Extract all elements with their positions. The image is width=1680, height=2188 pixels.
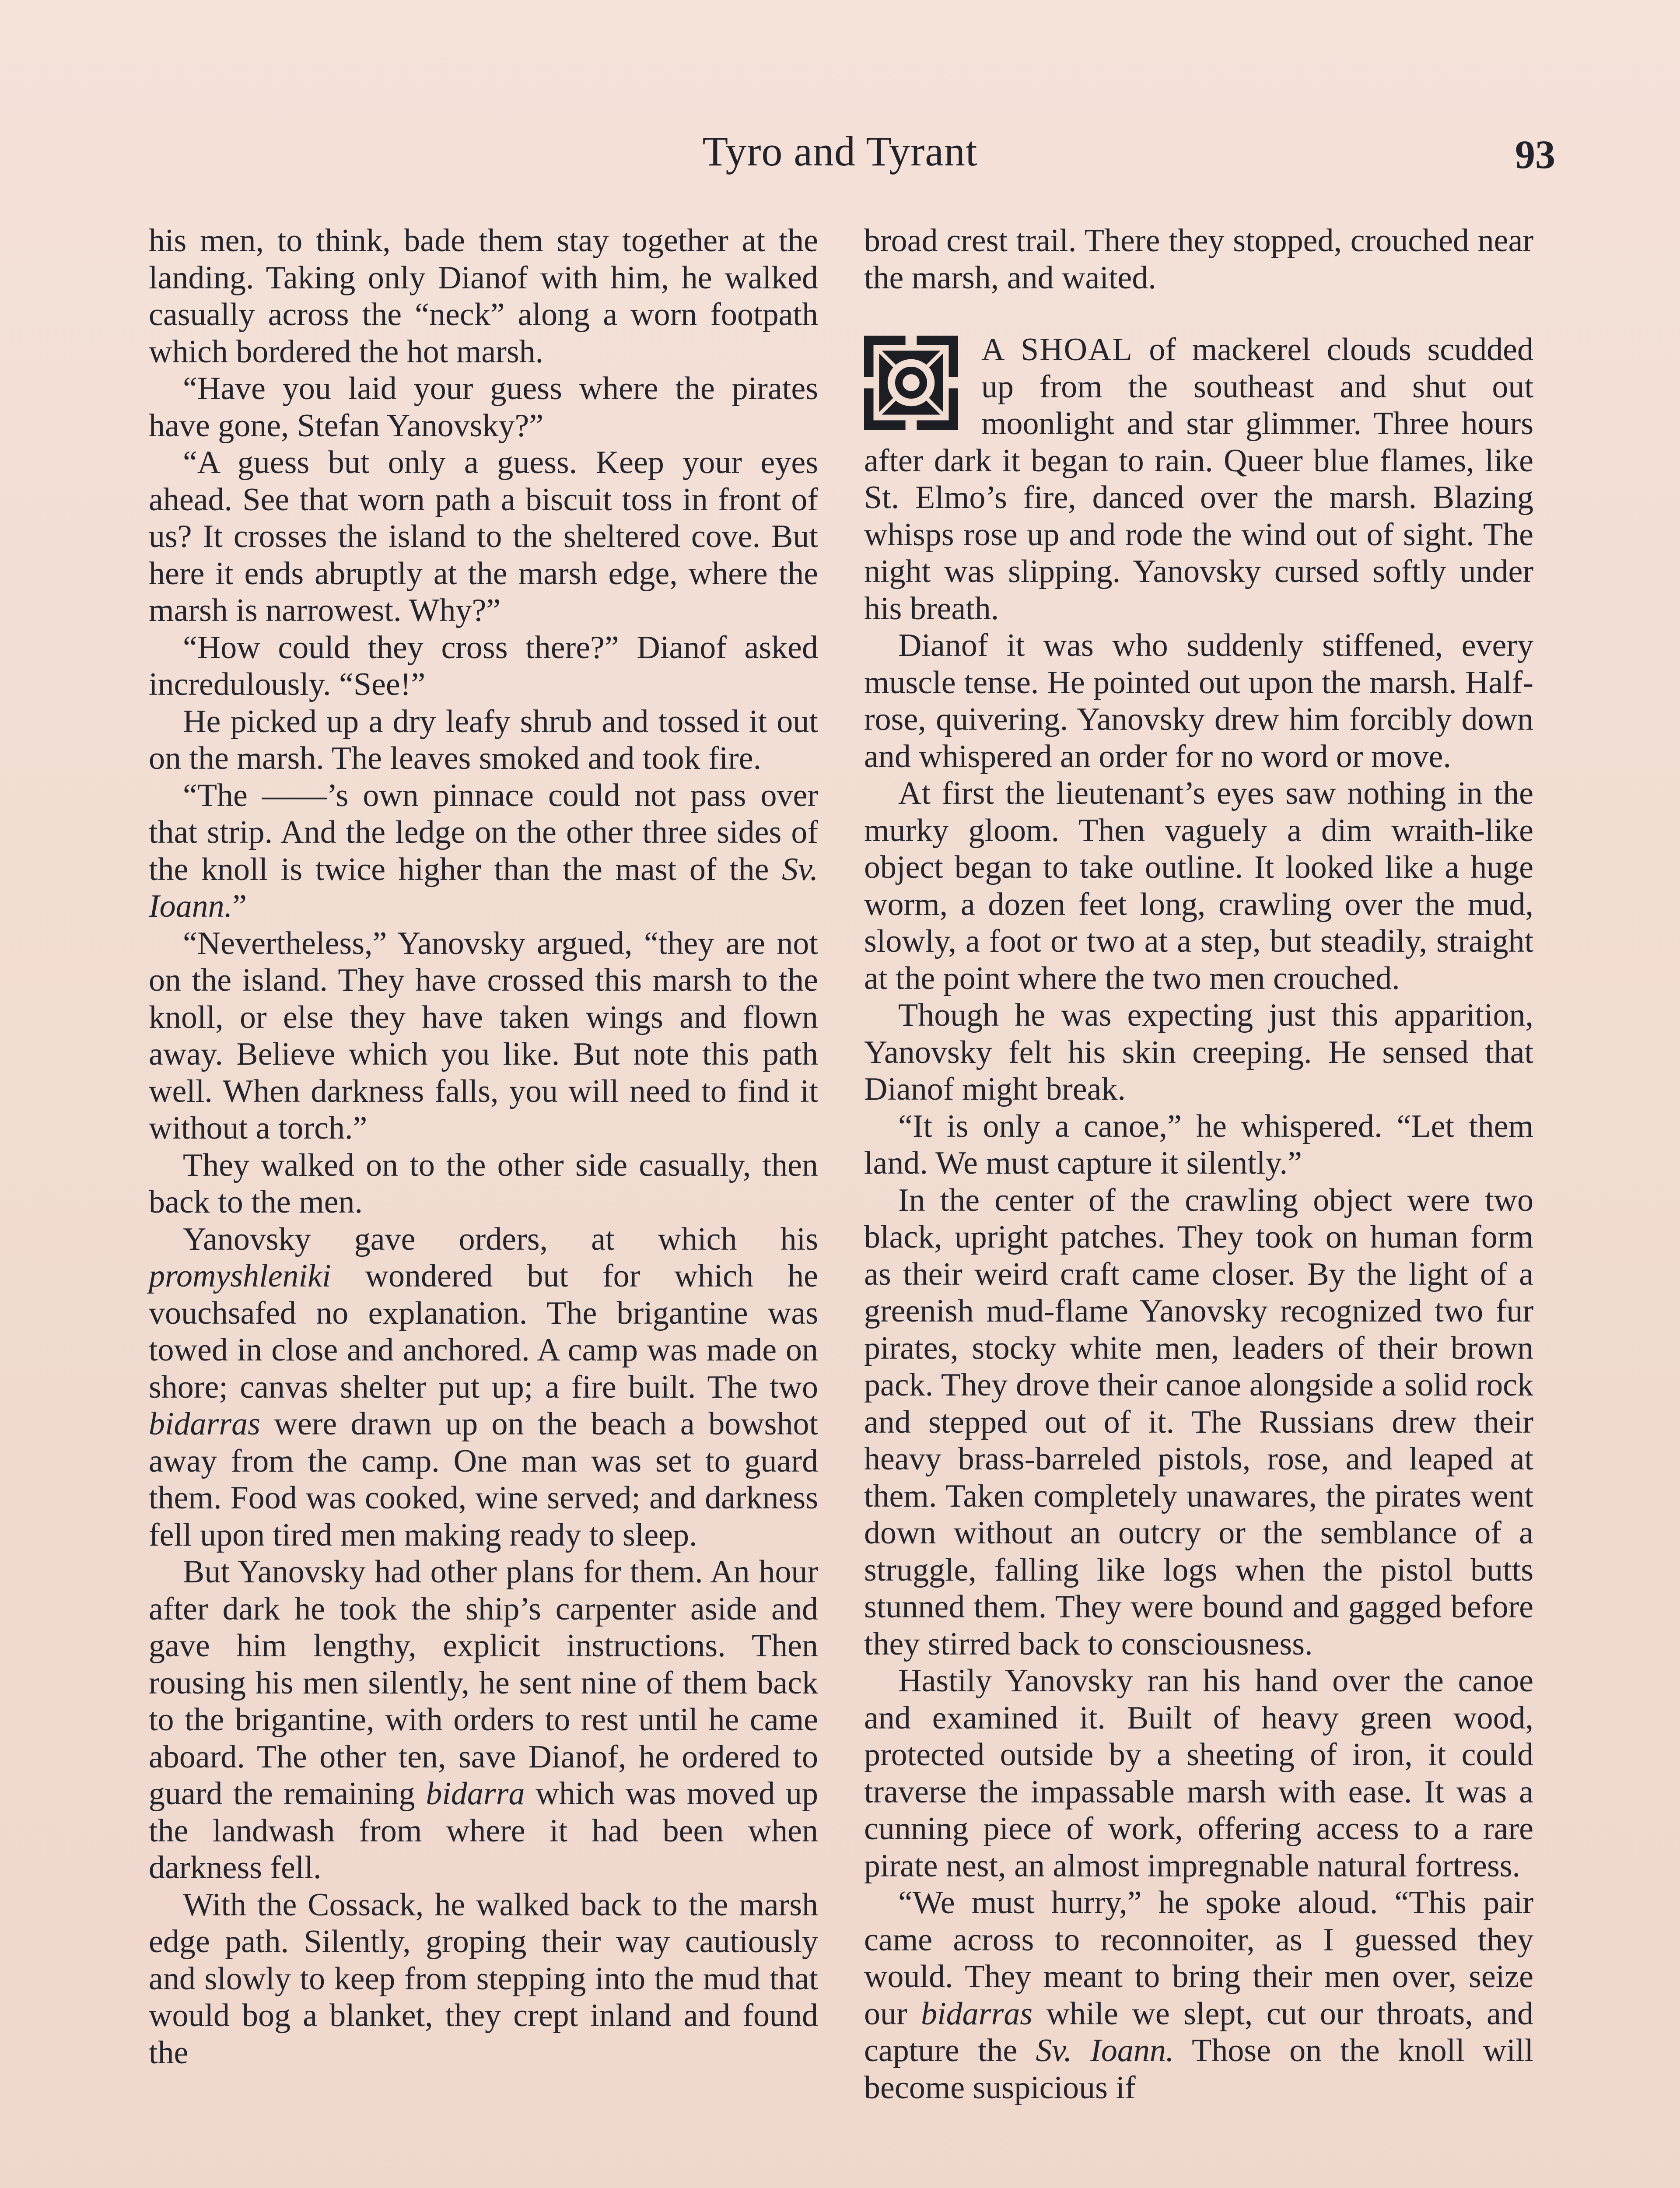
text-run: “How could they cross there?” Dianof asked incredulously. “See!” [149,629,818,702]
paragraph [864,1884,1533,2106]
text-run: “Nevertheless,” Yanovsky argued, “they are not on the island. They have crossed this marsh to the knoll, or else they have taken wings and flown away. Believe which you like. But note this path well. When darkness falls, you will need to find it without a torch.” [149,925,818,1146]
section-first-words: A SHOAL [981,332,1133,368]
paragraph [149,444,818,629]
text-run: They walked on to the other side casually, then back to the men. [149,1147,818,1220]
paragraph [149,222,818,370]
paragraph [149,629,818,703]
text-run: At first the lieutenant’s eyes saw nothing in the murky gloom. Then vaguely a dim wraith-like object began to take outline. It looked like a huge worm, a dozen feet long, crawling over the mud, slowly, a foot or two at a step, but steadily, straight at the point where the two men crouched. [864,775,1533,996]
paragraph [864,1182,1533,1663]
text-run: “Have you laid your guess where the pirates have gone, Stefan Yanovsky?” [149,371,818,444]
text-run: “It is only a canoe,” he whispered. “Let them land. We must capture it silently.” [864,1108,1533,1181]
paragraph [149,370,818,444]
paragraph [864,775,1533,997]
paragraph [864,1108,1533,1182]
italic-text-run: Sv. Ioann. [149,851,818,924]
section-opening-text: of mackerel clouds scudded up from the southeast and shut out moonlight and star glimmer. Three hours after dark it began to rain. Queer blue flames, like St. Elmo’s fire, danced over the marsh. Blazing whisps rose up and rode the wind out of sight. The night was slipping. Yanovsky cursed softly under his breath. [864,332,1533,627]
text-run: He picked up a dry leafy shrub and tossed it out on the marsh. The leaves smoked and took fire. [149,703,818,776]
right-text-column [864,222,1533,2106]
paragraph [149,1886,818,2072]
paragraph [149,1553,818,1886]
text-run: Though he was expecting just this apparition, Yanovsky felt his skin creeping. He sensed that Dianof might break. [864,997,1533,1107]
text-run: while we slept, cut our throats, and capture the [864,1995,1533,2069]
paragraph: broad crest trail. There they stopped, crouched near the marsh, and waited. [864,223,1533,296]
text-run: “The ——’s own pinnace could not pass over that strip. And the ledge on the other three sides of the knoll is twice higher than the mast of the [149,777,818,887]
italic-text-run: bidarra [426,1776,525,1812]
paragraph [149,1147,818,1221]
italic-text-run: bidarras [921,1995,1033,2032]
paragraph [864,1662,1533,1884]
section-opening-paragraph [864,331,1533,627]
paragraph [149,703,818,777]
right-paragraphs [864,627,1533,2106]
paragraph [864,627,1533,775]
italic-text-run: Sv. Ioann. [1036,2033,1174,2069]
text-run: wondered but for which he vouchsafed no explanation. The brigantine was towed in close and anchored. A camp was made on shore; canvas shelter put up; a fire built. The two [149,1258,818,1405]
text-run: In the center of the crawling object were two black, upright patches. They took on human form as their weird craft came closer. By the light of a greenish mud-flame Yanovsky recognized two fur pirates, stocky white men, leaders of their brown pack. They drove their canoe alongside a solid rock and stepped out of it. The Russians drew their heavy brass-barreled pistols, rose, and leaped at them. Taken completely unawares, the pirates went down without an outcry or the semblance of a struggle, falling like logs when the pistol butts stunned them. They were bound and gagged before they stirred back to consciousness. [864,1182,1533,1662]
paragraph [149,925,818,1147]
page-number: 93 [1515,132,1555,177]
text-run: With the Cossack, he walked back to the marsh edge path. Silently, groping their way cautiously and slowly to keep from stepping into the mud that would bog a blanket, they crept inland and found the [149,1886,818,2071]
text-run: Dianof it was who suddenly stiffened, every muscle tense. He pointed out upon the marsh. Half-rose, quivering. Yanovsky drew him forcibly down and whispered an order for no word or move. [864,628,1533,775]
text-run: “We must hurry,” he spoke aloud. “This pair came across to reconnoiter, as I guessed they would. They meant to bring their men over, seize our [864,1885,1533,2032]
ornamental-dropcap-icon [864,336,965,436]
paragraph [864,997,1533,1108]
text-run: were drawn up on the beach a bowshot away from the camp. One man was set to guard them. Food was cooked, wine served; and darkness fell upon tired men making ready to sleep. [149,1406,818,1553]
text-run: “A guess but only a guess. Keep your eyes ahead. See that worn path a biscuit toss in front of us? It crosses the island to the sheltered cove. But here it ends abruptly at the marsh edge, where the marsh is narrowest. Why?” [149,445,818,628]
text-run: But Yanovsky had other plans for them. An hour after dark he took the ship’s carpenter aside and gave him lengthy, explicit instructions. Then rousing his men silently, he sent nine of them back to the brigantine, with orders to rest until he came aboard. The other ten, save Dianof, he ordered to guard the remaining [149,1554,818,1812]
text-run: Hastily Yanovsky ran his hand over the canoe and examined it. Built of heavy green wood, protected outside by a sheeting of iron, it could traverse the impassable marsh with ease. It was a cunning piece of work, offering access to a rare pirate nest, an almost impregnable natural fortress. [864,1663,1533,1884]
text-run: ” [232,888,247,924]
text-run: Yanovsky gave orders, at which his [183,1221,818,1257]
italic-text-run: promyshleniki [149,1258,331,1294]
italic-text-run: bidarras [149,1406,260,1442]
text-run: his men, to think, bade them stay together at the landing. Taking only Dianof with him, he walked casually across the “neck” along a worn footpath which bordered the hot marsh. [149,223,818,370]
left-text-column [149,222,818,2071]
paragraph [149,777,818,925]
text-run: Those on the knoll will become suspicious if [864,2033,1534,2106]
paragraph [149,1221,818,1554]
running-title: Tyro and Tyrant [702,128,978,175]
text-run: which was moved up the landwash from where it had been when darkness fell. [149,1776,818,1886]
